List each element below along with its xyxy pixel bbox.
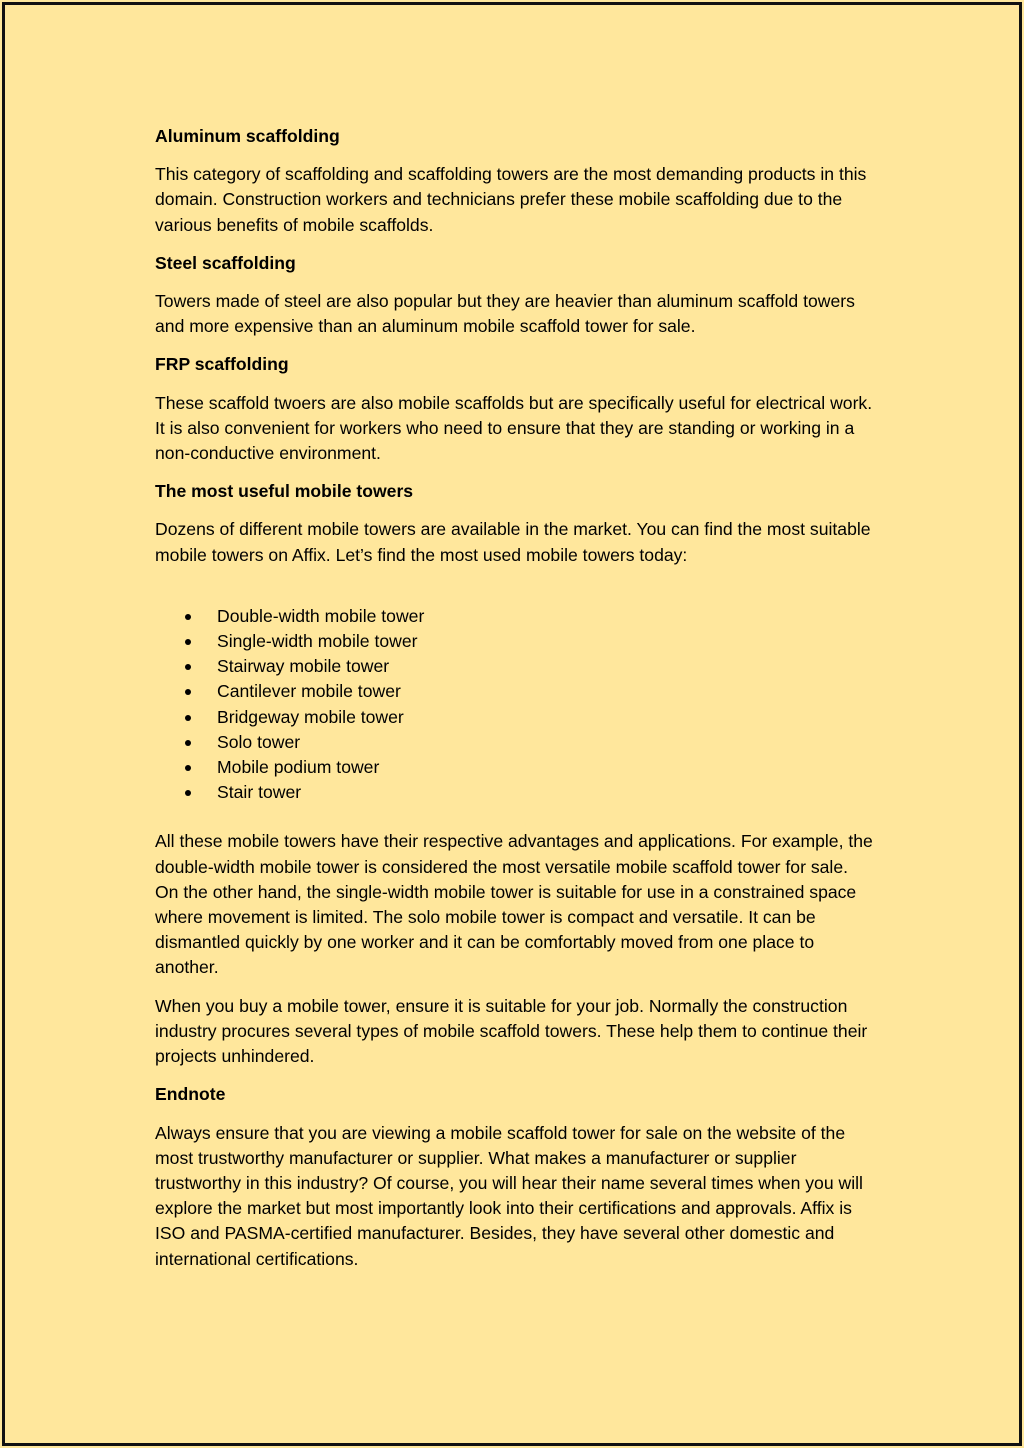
bullet-icon — [185, 740, 191, 746]
bullet-icon — [185, 715, 191, 721]
section-paragraph: Dozens of different mobile towers are available in the market. You can find the most suitable mobile towers on Affix. Let’s find the most used mobile towers today: — [155, 519, 871, 565]
list-item-text: Cantilever mobile tower — [217, 681, 401, 702]
list-item — [155, 679, 875, 704]
list-item-text: Mobile podium tower — [217, 757, 380, 778]
list-item — [155, 730, 875, 755]
bullet-icon — [185, 664, 191, 670]
list-item-text: Bridgeway mobile tower — [217, 706, 404, 727]
bullet-icon — [185, 614, 191, 620]
list-item-text: Single-width mobile tower — [217, 631, 418, 652]
list-item-text: Stairway mobile tower — [217, 656, 390, 677]
section-paragraph: This category of scaffolding and scaffolding towers are the most demanding products in this domain. Construction workers and technicians prefer these mobile scaffolding due to the various benefits of mobile scaffolds. — [155, 164, 867, 235]
section-paragraph: These scaffold twoers are also mobile scaffolds but are specifically useful for electrical work. It is also convenient for workers who need to ensure that they are standing or working in a non-conductive environment. — [155, 392, 873, 464]
section-paragraph: Towers made of steel are also popular but they are heavier than aluminum scaffold towers and more expensive than an aluminum mobile scaffold tower for sale. — [155, 291, 855, 337]
list-item — [155, 629, 875, 654]
section-heading: Steel scaffolding — [155, 252, 296, 273]
section-heading: The most useful mobile towers — [155, 481, 414, 502]
list-item-text: Solo tower — [217, 731, 301, 752]
list-item — [155, 604, 875, 629]
body-paragraph: When you buy a mobile tower, ensure it is suitable for your job. Normally the construction industry procures several types of mobile scaffold towers. These help them to continue their projects unhindered. — [155, 995, 868, 1067]
tower-list — [155, 604, 875, 806]
section-heading: Aluminum scaffolding — [155, 126, 340, 146]
bullet-icon — [185, 639, 191, 645]
list-item-text: Stair tower — [217, 782, 302, 803]
list-item — [155, 705, 875, 730]
body-paragraph: All these mobile towers have their respective advantages and applications. For example, the double-width mobile tower is considered the most versatile mobile scaffold tower for sale. On the other hand, the single-width mobile tower is suitable for use in a constrained space where movement is limited. The solo mobile tower is compact and versatile. It can be dismantled quickly by one worker and it can be comfortably moved from one place to another. — [155, 831, 873, 978]
document-body — [155, 124, 875, 1285]
bullet-icon — [185, 689, 191, 695]
endnote-heading: Endnote — [155, 1084, 226, 1105]
bullet-icon — [185, 790, 191, 796]
bullet-icon — [185, 765, 191, 771]
list-item — [155, 654, 875, 679]
list-item — [155, 755, 875, 780]
section-heading: FRP scaffolding — [155, 354, 289, 375]
list-item — [155, 780, 875, 805]
list-item-text: Double-width mobile tower — [217, 605, 425, 626]
endnote-paragraph: Always ensure that you are viewing a mobile scaffold tower for sale on the website of the most trustworthy manufacturer or supplier. What makes a manufacturer or supplier trustworthy in this industry? Of course, you will hear their name several times when you will explore the market but most importantly look into their certifications and approvals. Affix is ISO and PASMA-certified manufacturer. Besides, they have several other domestic and international certifications. — [155, 1122, 863, 1269]
